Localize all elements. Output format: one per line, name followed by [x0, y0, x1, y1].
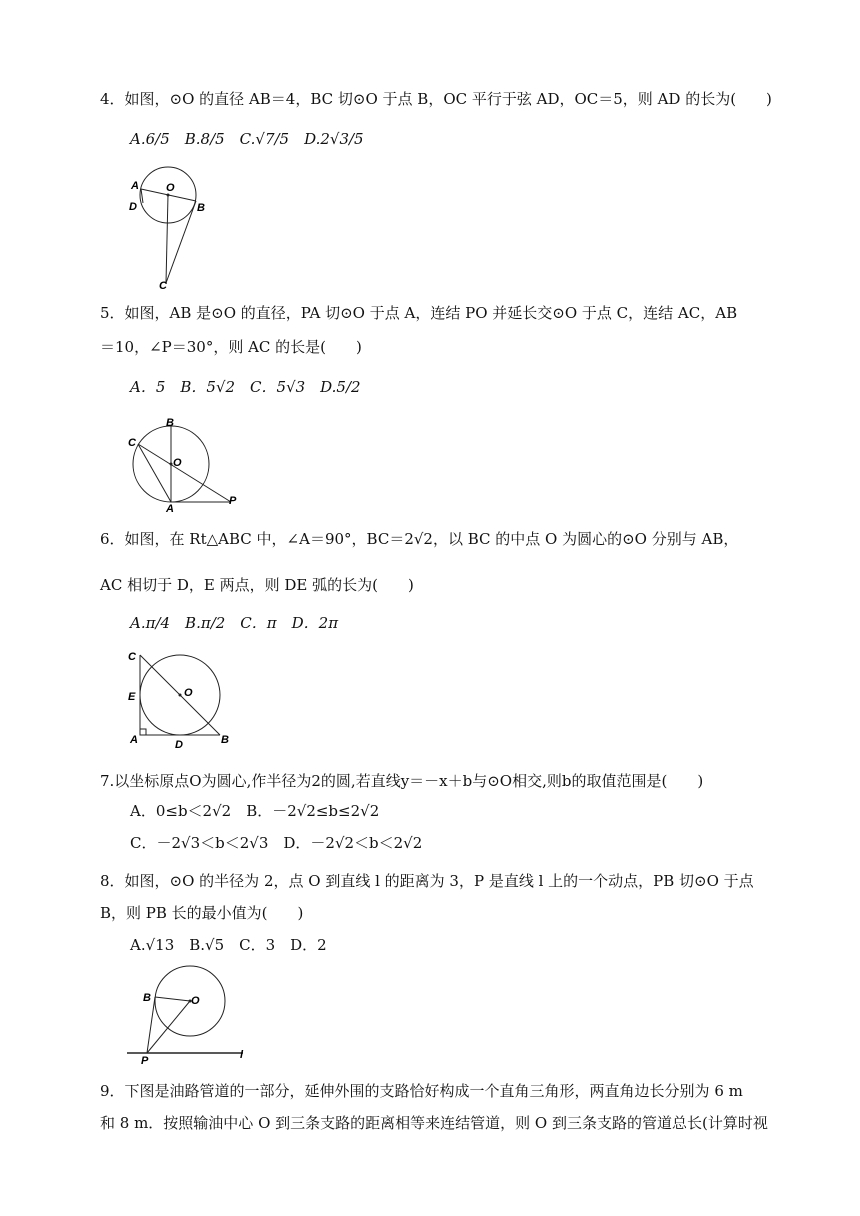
q6-label-e: E	[128, 691, 136, 703]
q8-stem-1: 8．如图，⊙O 的半径为 2，点 O 到直线 l 的距离为 3，P 是直线 l 上的一个动点，PB 切⊙O 于点	[100, 872, 754, 890]
q5-stem-2: ＝10，∠P＝30°，则 AC 的长是( )	[100, 338, 362, 356]
q8-label-l: l	[240, 1049, 244, 1061]
q4-label-o: O	[166, 182, 175, 194]
q6-figure	[125, 648, 240, 752]
q5-label-o: O	[173, 457, 182, 469]
q4-label-d: D	[129, 201, 137, 213]
q8-stem-2: B，则 PB 长的最小值为( )	[100, 904, 304, 922]
q5-label-b: B	[166, 417, 174, 429]
q4-label-c: C	[159, 280, 167, 292]
q7-options-2: C．－2√3＜b＜2√3 D．－2√2＜b＜2√2	[130, 834, 423, 852]
q8-label-b: B	[143, 992, 151, 1004]
q4-label-b: B	[197, 202, 205, 214]
q6-label-a: A	[130, 734, 138, 746]
q7-options-1: A．0≤b＜2√2 B．－2√2≤b≤2√2	[130, 802, 380, 820]
q5-figure	[125, 415, 245, 515]
q4-stem: 4．如图，⊙O 的直径 AB＝4，BC 切⊙O 于点 B，OC 平行于弦 AD，OC＝5，则 AD 的长为( )	[100, 90, 772, 108]
q9-stem-1: 9．下图是油路管道的一部分，延伸外围的支路恰好构成一个直角三角形，两直角边长分别为 6 m	[100, 1082, 743, 1100]
q6-label-o: O	[184, 687, 193, 699]
q4-options: A.6/5 B.8/5 C.√7/5 D.2√3/5	[130, 130, 364, 148]
q6-label-d: D	[175, 739, 183, 751]
q6-stem-1: 6．如图，在 Rt△ABC 中，∠A＝90°，BC＝2√2，以 BC 的中点 O 为圆心的⊙O 分别与 AB，	[100, 530, 739, 548]
q6-stem-2: AC 相切于 D，E 两点，则 DE 弧的长为( )	[100, 576, 414, 594]
q5-options: A．5 B．5√2 C．5√3 D.5/2	[130, 378, 361, 396]
q9-stem-2: 和 8 m．按照输油中心 O 到三条支路的距离相等来连结管道，则 O 到三条支路的管道总长(计算时视	[100, 1114, 768, 1132]
q8-figure	[125, 962, 255, 1067]
q5-label-p: P	[229, 495, 237, 507]
q4-label-a: A	[131, 180, 139, 192]
q8-options: A.√13 B.√5 C．3 D．2	[130, 936, 327, 954]
q4-figure	[125, 165, 215, 295]
q6-label-b: B	[221, 734, 229, 746]
q8-label-p: P	[141, 1055, 149, 1067]
q5-label-c: C	[128, 437, 136, 449]
q8-label-o: O	[191, 995, 200, 1007]
q5-stem-1: 5．如图，AB 是⊙O 的直径，PA 切⊙O 于点 A，连结 PO 并延长交⊙O 于点 C，连结 AC，AB	[100, 304, 738, 322]
q5-label-a: A	[166, 503, 174, 515]
q6-options: A.π/4 B.π/2 C．π D．2π	[130, 614, 339, 632]
q7-stem: 7.以坐标原点O为圆心,作半径为2的圆,若直线y＝－x＋b与⊙O相交,则b的取值范围是( )	[100, 772, 704, 790]
q6-label-c: C	[128, 651, 136, 663]
